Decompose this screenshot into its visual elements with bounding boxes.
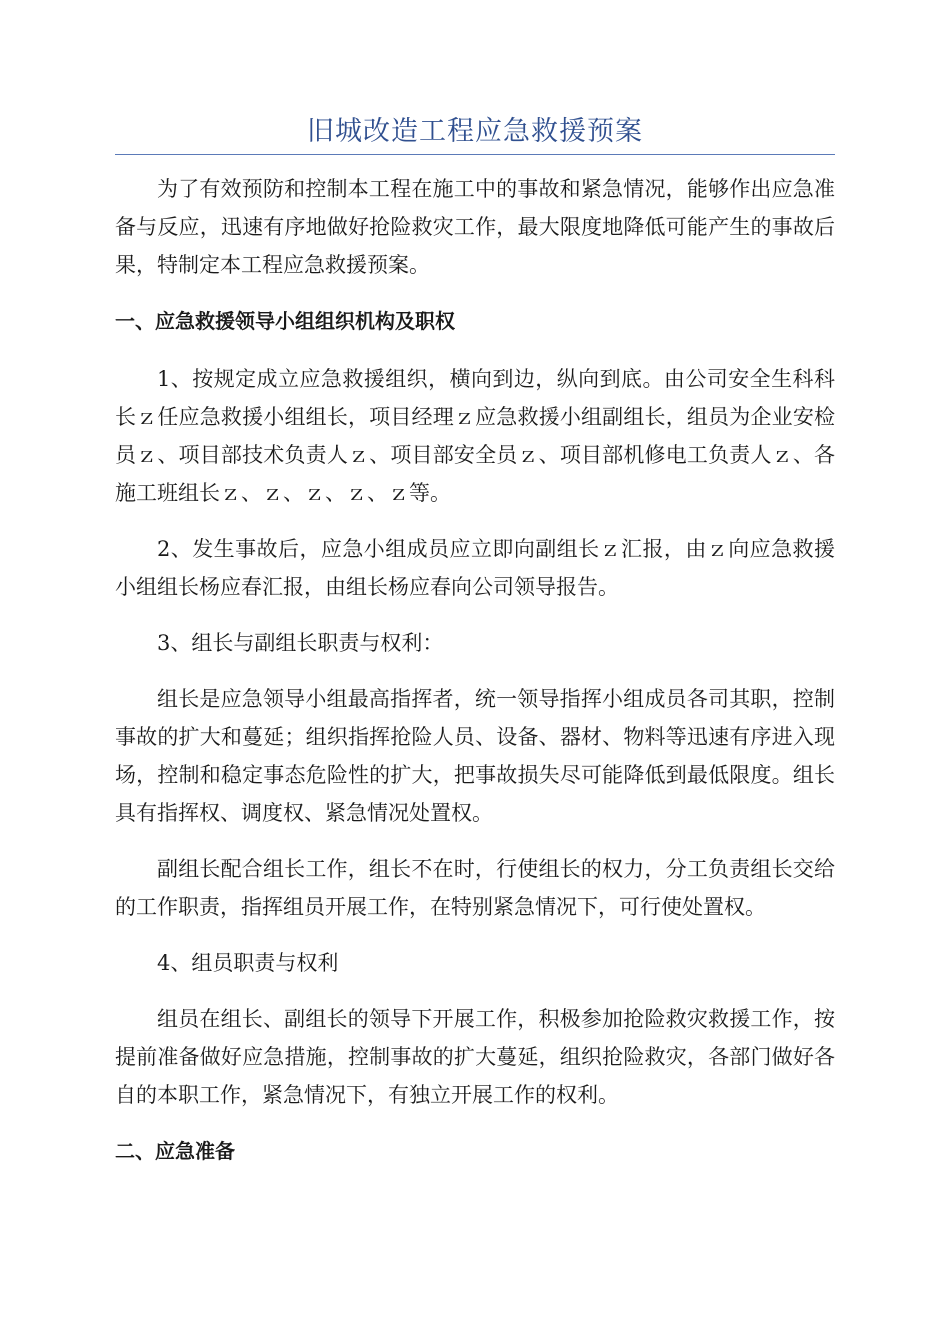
paragraph-leader-duties-title: 3、组长与副组长职责与权利： bbox=[157, 631, 444, 655]
paragraph-organization: 1、按规定成立应急救援组织，横向到边，纵向到底。由公司安全生科科长ｚ任应急救援小组组长，项目经理ｚ应急救援小组副组长，组员为企业安检员ｚ、项目部技术负责人ｚ、项目部安全员ｚ、项目部机修电工负责人ｚ、各施工班组长ｚ、ｚ、ｚ、ｚ、ｚ等。 bbox=[115, 367, 835, 505]
paragraph-deputy-duties: 副组长配合组长工作，组长不在时，行使组长的权力，分工负责组长交给的工作职责，指挥组员开展工作，在特别紧急情况下，可行使处置权。 bbox=[115, 857, 835, 919]
paragraph-leader-duties: 组长是应急领导小组最高指挥者，统一领导指挥小组成员各司其职，控制事故的扩大和蔓延；组织指挥抢险人员、设备、器材、物料等迅速有序进入现场，控制和稳定事态危险性的扩大，把事故损失尽可能降低到最低限度。组长具有指挥权、调度权、紧急情况处置权。 bbox=[115, 687, 835, 825]
paragraph-member-duties: 组员在组长、副组长的领导下开展工作，积极参加抢险救灾救援工作，按提前准备做好应急措施，控制事故的扩大蔓延，组织抢险救灾，各部门做好各自的本职工作，紧急情况下，有独立开展工作的权利。 bbox=[115, 1007, 835, 1107]
paragraph-member-duties-title: 4、组员职责与权利 bbox=[157, 951, 339, 975]
section-heading-2: 二、应急准备 bbox=[115, 1139, 235, 1163]
title-underline bbox=[115, 154, 835, 155]
document-title: 旧城改造工程应急救援预案 bbox=[307, 116, 643, 147]
document-body bbox=[115, 170, 835, 1190]
section-heading-1: 一、应急救援领导小组组织机构及职权 bbox=[115, 309, 455, 333]
paragraph-reporting: 2、发生事故后，应急小组成员应立即向副组长ｚ汇报，由ｚ向应急救援小组组长杨应春汇报，由组长杨应春向公司领导报告。 bbox=[115, 537, 835, 599]
intro-paragraph: 为了有效预防和控制本工程在施工中的事故和紧急情况，能够作出应急准备与反应，迅速有序地做好抢险救灾工作，最大限度地降低可能产生的事故后果，特制定本工程应急救援预案。 bbox=[115, 177, 835, 277]
